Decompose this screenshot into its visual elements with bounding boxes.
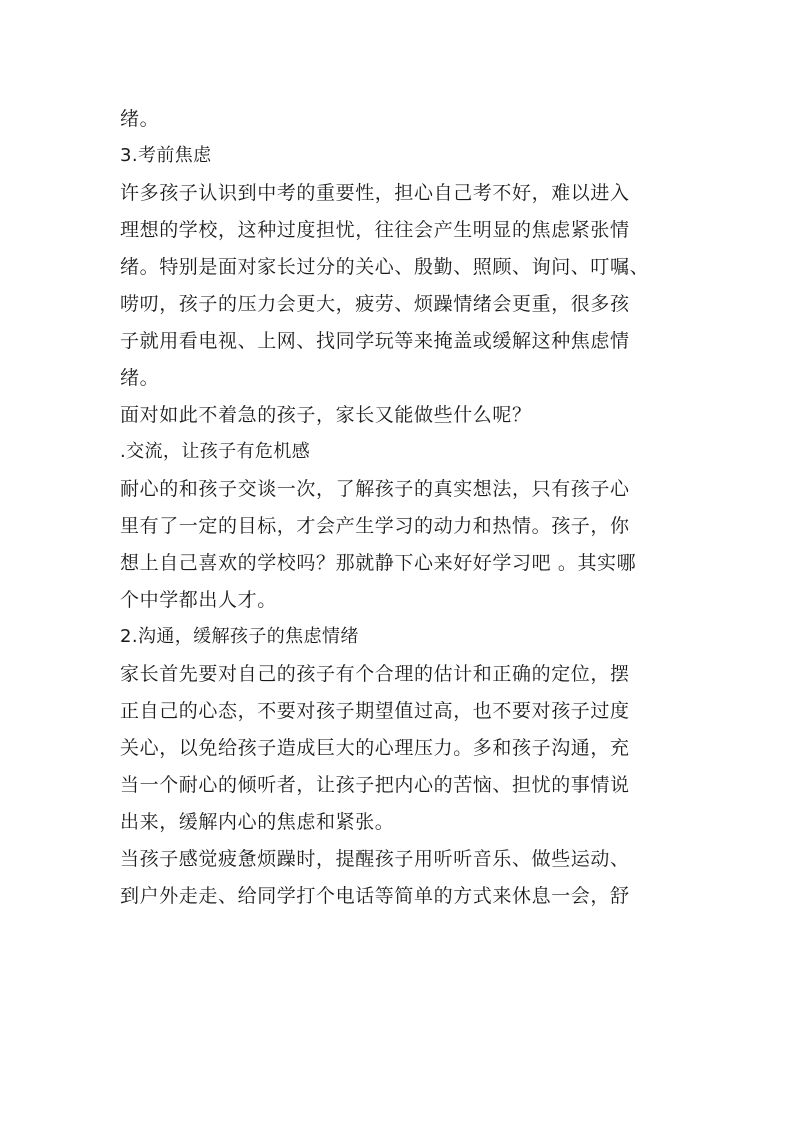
text-line: 当一个耐心的倾听者，让孩子把内心的苦恼、担忧的事情说 xyxy=(120,774,630,796)
text-line: 绪。特别是面对家长过分的关心、殷勤、照顾、询问、叮嘱、 xyxy=(120,256,650,278)
text-line: 到户外走走、给同学打个电话等简单的方式来休息一会，舒 xyxy=(120,885,630,907)
document-body xyxy=(120,104,690,918)
text-line: 正自己的心态，不要对孩子期望值过高，也不要对孩子过度 xyxy=(120,700,630,722)
section-heading-relieve-anxiety: 2.沟通，缓解孩子的焦虑情绪 xyxy=(120,626,359,647)
text-line: 想上自己喜欢的学校吗？那就静下心来好好学习吧 。其实哪 xyxy=(120,552,637,574)
text-line: 关心，以免给孩子造成巨大的心理压力。多和孩子沟通，充 xyxy=(120,737,630,759)
section-heading-exam-anxiety: 3.考前焦虑 xyxy=(120,145,212,166)
text-line: 耐心的和孩子交谈一次，了解孩子的真实想法，只有孩子心 xyxy=(120,478,630,500)
text-line: 绪。 xyxy=(120,367,160,389)
text-line: 子就用看电视、上网、找同学玩等来掩盖或缓解这种焦虑情 xyxy=(120,330,630,352)
text-line: 唠叨，孩子的压力会更大，疲劳、烦躁情绪会更重，很多孩 xyxy=(120,293,630,315)
text-line: 面对如此不着急的孩子，家长又能做些什么呢？ xyxy=(120,404,532,426)
text-line: 出来，缓解内心的焦虑和紧张。 xyxy=(120,811,395,833)
paragraph-continuation: 绪。 xyxy=(120,108,160,130)
text-line: 许多孩子认识到中考的重要性，担心自己考不好，难以进入 xyxy=(120,182,630,204)
text-line: 个中学都出人才。 xyxy=(120,589,277,611)
text-line: 理想的学校，这种过度担忧，往往会产生明显的焦虑紧张情 xyxy=(120,219,630,241)
text-line: 里有了一定的目标，才会产生学习的动力和热情。孩子，你 xyxy=(120,515,630,537)
text-line: 家长首先要对自己的孩子有个合理的估计和正确的定位，摆 xyxy=(120,663,630,685)
section-heading-communication: .交流，让孩子有危机感 xyxy=(120,441,311,462)
text-line: 当孩子感觉疲惫烦躁时，提醒孩子用听听音乐、做些运动、 xyxy=(120,848,630,870)
